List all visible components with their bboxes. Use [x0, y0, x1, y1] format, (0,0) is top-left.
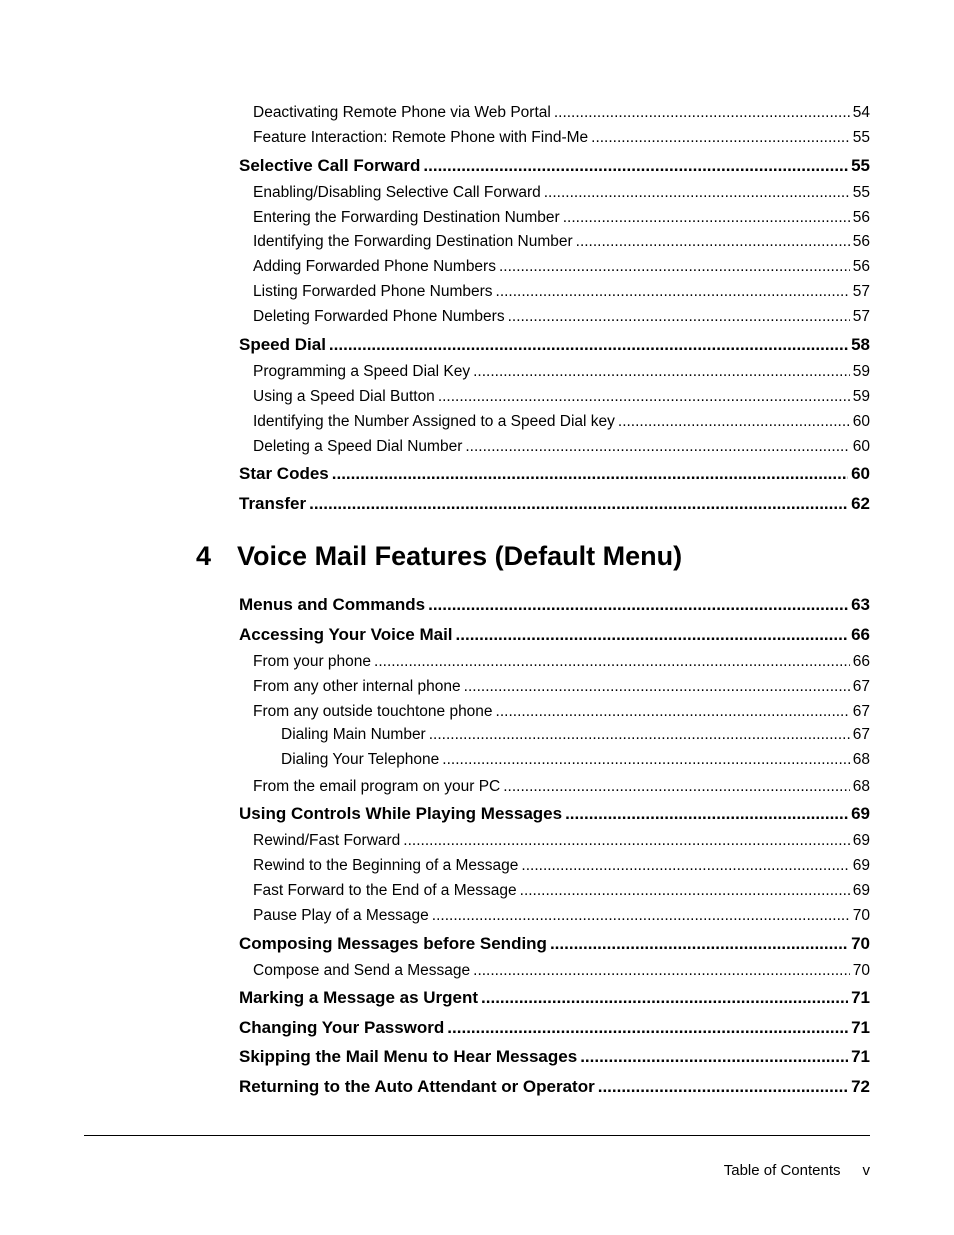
dot-leader	[374, 653, 850, 671]
footer-label: Table of Contents	[723, 1162, 841, 1179]
dot-leader	[438, 388, 850, 406]
toc-entry-title: Using Controls While Playing Messages	[239, 804, 563, 824]
dot-leader	[544, 184, 850, 202]
toc-entry-title: Deleting Forwarded Phone Numbers	[253, 308, 505, 326]
toc-entry-title: Identifying the Number Assigned to a Speed Dial key	[253, 413, 615, 431]
toc-entry-title: Transfer	[239, 494, 307, 514]
toc-entry-page: 62	[851, 494, 870, 514]
toc-entry-title: Deleting a Speed Dial Number	[253, 438, 463, 456]
toc-entry-page: 59	[852, 388, 870, 406]
toc-entry-title: Skipping the Mail Menu to Hear Messages	[239, 1047, 578, 1067]
toc-entry-page: 66	[851, 625, 870, 645]
toc-entry-page: 60	[852, 438, 870, 456]
toc-subsection-entry[interactable]	[253, 283, 870, 301]
toc-entry-page: 56	[852, 258, 870, 276]
toc-subsubsection-entry[interactable]	[281, 751, 870, 769]
chapter-heading	[196, 541, 682, 572]
toc-entry-page: 71	[851, 988, 870, 1008]
toc-entry-page: 70	[852, 962, 870, 980]
dot-leader	[580, 1047, 848, 1067]
dot-leader	[496, 703, 850, 721]
toc-entry-page: 66	[852, 653, 870, 671]
toc-entry-title: From your phone	[253, 653, 372, 671]
toc-entry-title: Programming a Speed Dial Key	[253, 363, 471, 381]
toc-entry-page: 57	[852, 283, 870, 301]
toc-entry-title: Pause Play of a Message	[253, 907, 429, 925]
dot-leader	[563, 209, 850, 227]
toc-entry-title: Marking a Message as Urgent	[239, 988, 479, 1008]
toc-subsection-entry[interactable]	[253, 962, 870, 980]
toc-subsection-entry[interactable]	[253, 907, 870, 925]
toc-entry-page: 72	[851, 1077, 870, 1097]
dot-leader	[565, 804, 848, 824]
toc-entry-page: 70	[852, 907, 870, 925]
toc-entry-title: Star Codes	[239, 464, 329, 484]
dot-leader	[329, 335, 848, 355]
toc-entry-title: Menus and Commands	[239, 595, 426, 615]
toc-entry-page: 70	[851, 934, 870, 954]
toc-entry-title: Entering the Forwarding Destination Number	[253, 209, 560, 227]
toc-subsection-entry[interactable]	[253, 233, 870, 251]
footer-page-number: v	[862, 1162, 870, 1179]
toc-entry-page: 59	[852, 363, 870, 381]
toc-section-entry[interactable]	[239, 988, 870, 1008]
dot-leader	[521, 857, 849, 875]
toc-entry-page: 55	[852, 129, 870, 147]
toc-entry-title: Enabling/Disabling Selective Call Forward	[253, 184, 541, 202]
toc-entry-title: From any other internal phone	[253, 678, 461, 696]
toc-entry-page: 67	[852, 726, 870, 744]
toc-subsubsection-entry[interactable]	[281, 726, 870, 744]
toc-entry-title: Returning to the Auto Attendant or Operator	[239, 1077, 595, 1097]
toc-entry-page: 55	[851, 156, 870, 176]
toc-section-entry[interactable]	[239, 595, 870, 615]
dot-leader	[520, 882, 850, 900]
toc-entry-page: 69	[852, 857, 870, 875]
toc-entry-page: 71	[851, 1047, 870, 1067]
dot-leader	[473, 962, 850, 980]
toc-section-entry[interactable]	[239, 494, 870, 514]
toc-entry-page: 69	[852, 882, 870, 900]
toc-entry-title: Dialing Main Number	[281, 726, 426, 744]
toc-section-entry[interactable]	[239, 335, 870, 355]
toc-entry-page: 67	[852, 703, 870, 721]
dot-leader	[403, 832, 849, 850]
dot-leader	[503, 778, 850, 796]
toc-entry-title: Fast Forward to the End of a Message	[253, 882, 517, 900]
toc-entry-title: Adding Forwarded Phone Numbers	[253, 258, 496, 276]
toc-entry-page: 63	[851, 595, 870, 615]
toc-entry-title: Feature Interaction: Remote Phone with Find-Me	[253, 129, 589, 147]
toc-entry-page: 68	[852, 778, 870, 796]
toc-entry-title: Selective Call Forward	[239, 156, 421, 176]
toc-subsection-entry[interactable]	[253, 703, 870, 721]
toc-entry-title: From any outside touchtone phone	[253, 703, 493, 721]
toc-subsection-entry[interactable]	[253, 832, 870, 850]
toc-section-entry[interactable]	[239, 1018, 870, 1038]
dot-leader	[499, 258, 850, 276]
toc-entry-title: Speed Dial	[239, 335, 326, 355]
dot-leader	[332, 464, 848, 484]
toc-entry-page: 58	[851, 335, 870, 355]
toc-entry-page: 56	[852, 209, 870, 227]
chapter-number: 4	[196, 541, 212, 571]
toc-entry-title: Listing Forwarded Phone Numbers	[253, 283, 493, 301]
toc-entry-page: 54	[852, 104, 870, 122]
dot-leader	[432, 907, 850, 925]
toc-subsection-entry[interactable]	[253, 129, 870, 147]
toc-section-entry[interactable]	[239, 1077, 870, 1097]
toc-subsection-entry[interactable]	[253, 653, 870, 671]
toc-entry-title: Using a Speed Dial Button	[253, 388, 435, 406]
toc-subsection-entry[interactable]	[253, 308, 870, 326]
dot-leader	[591, 129, 850, 147]
dot-leader	[309, 494, 848, 514]
toc-entry-title: Rewind to the Beginning of a Message	[253, 857, 519, 875]
page-footer	[0, 1162, 870, 1179]
dot-leader	[464, 678, 850, 696]
toc-entry-page: 57	[852, 308, 870, 326]
dot-leader	[473, 363, 850, 381]
dot-leader	[456, 625, 849, 645]
toc-subsection-entry[interactable]	[253, 258, 870, 276]
toc-section-entry[interactable]	[239, 804, 870, 824]
toc-entry-page: 69	[851, 804, 870, 824]
dot-leader	[598, 1077, 848, 1097]
dot-leader	[618, 413, 850, 431]
toc-entry-title: Dialing Your Telephone	[281, 751, 440, 769]
toc-entry-title: Compose and Send a Message	[253, 962, 471, 980]
dot-leader	[442, 751, 849, 769]
toc-entry-title: Composing Messages before Sending	[239, 934, 547, 954]
toc-entry-page: 67	[852, 678, 870, 696]
toc-entry-page: 71	[851, 1018, 870, 1038]
dot-leader	[429, 726, 850, 744]
toc-section-entry[interactable]	[239, 1047, 870, 1067]
toc-subsection-entry[interactable]	[253, 184, 870, 202]
toc-entry-title: Accessing Your Voice Mail	[239, 625, 453, 645]
toc-subsection-entry[interactable]	[253, 678, 870, 696]
toc-section-entry[interactable]	[239, 464, 870, 484]
toc-section-entry[interactable]	[239, 934, 870, 954]
dot-leader	[550, 934, 848, 954]
toc-subsection-entry[interactable]	[253, 209, 870, 227]
toc-entry-page: 68	[852, 751, 870, 769]
toc-subsection-entry[interactable]	[253, 363, 870, 381]
toc-entry-title: Rewind/Fast Forward	[253, 832, 401, 850]
toc-subsection-entry[interactable]	[253, 882, 870, 900]
toc-subsection-entry[interactable]	[253, 857, 870, 875]
toc-entry-page: 55	[852, 184, 870, 202]
toc-entry-page: 56	[852, 233, 870, 251]
toc-entry-page: 69	[852, 832, 870, 850]
toc-entry-page: 60	[851, 464, 870, 484]
dot-leader	[447, 1018, 848, 1038]
chapter-title: Voice Mail Features (Default Menu)	[237, 541, 683, 571]
dot-leader	[508, 308, 850, 326]
toc-entry-page: 60	[852, 413, 870, 431]
toc-subsection-entry[interactable]	[253, 778, 870, 796]
dot-leader	[428, 595, 848, 615]
toc-subsection-entry[interactable]	[253, 438, 870, 456]
toc-entry-title: From the email program on your PC	[253, 778, 501, 796]
dot-leader	[481, 988, 848, 1008]
dot-leader	[423, 156, 848, 176]
toc-entry-title: Identifying the Forwarding Destination Number	[253, 233, 573, 251]
dot-leader	[554, 104, 850, 122]
dot-leader	[576, 233, 850, 251]
toc-subsection-entry[interactable]	[253, 104, 870, 122]
dot-leader	[465, 438, 849, 456]
toc-section-entry[interactable]	[239, 625, 870, 645]
toc-entry-title: Deactivating Remote Phone via Web Portal	[253, 104, 551, 122]
dot-leader	[496, 283, 850, 301]
toc-section-entry[interactable]	[239, 156, 870, 176]
toc-entry-title: Changing Your Password	[239, 1018, 445, 1038]
toc-subsection-entry[interactable]	[253, 388, 870, 406]
footer-divider	[84, 1135, 870, 1136]
toc-subsection-entry[interactable]	[253, 413, 870, 431]
